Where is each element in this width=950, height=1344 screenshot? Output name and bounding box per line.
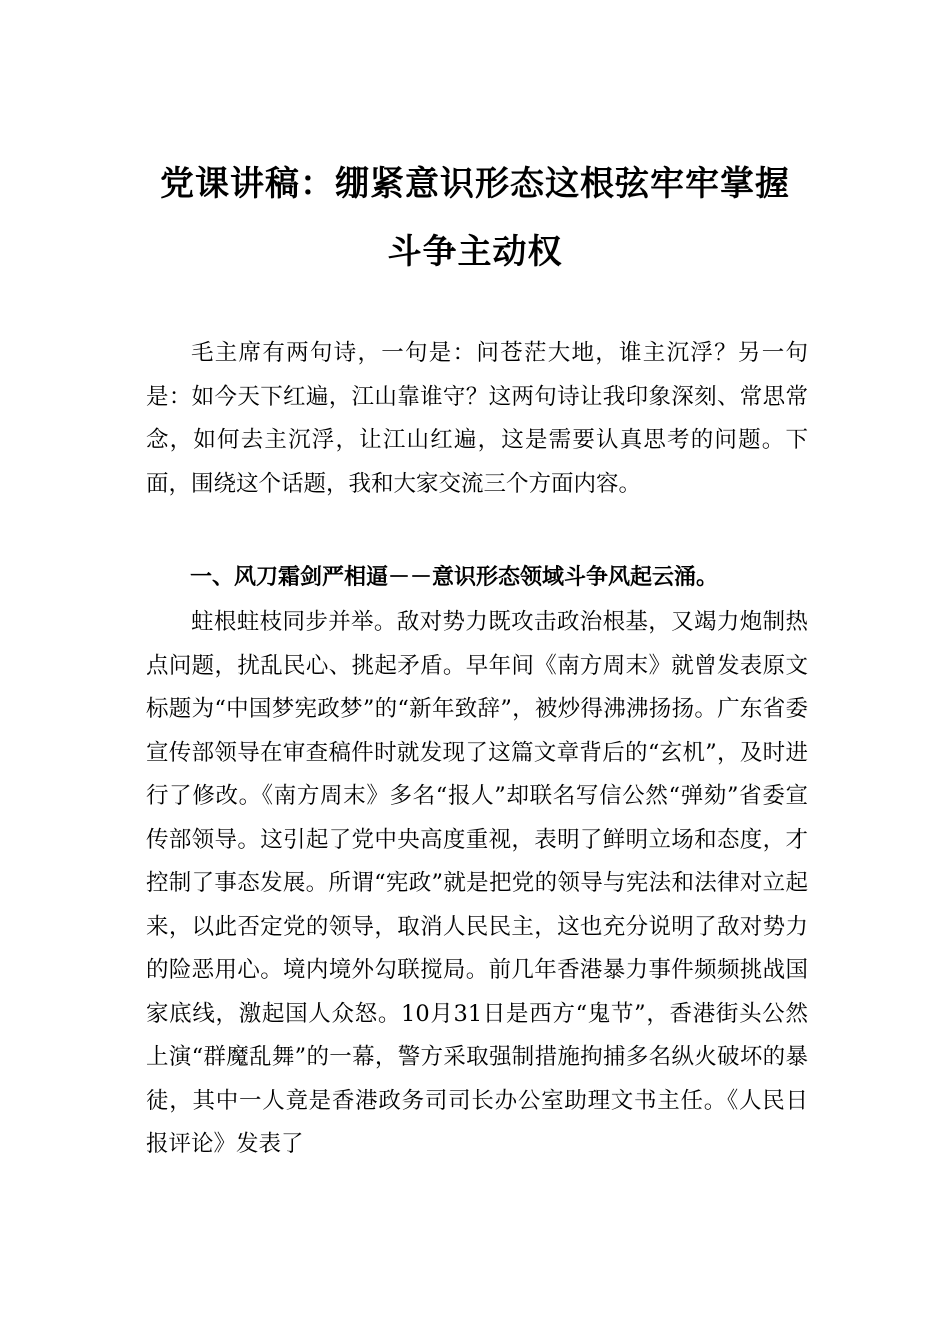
- document-title-line1: 党课讲稿：绷紧意识形态这根弦牢牢掌握: [160, 164, 790, 204]
- intro-paragraph: 毛主席有两句诗，一句是：问苍茫大地，谁主沉浮？另一句是：如今天下红遍，江山靠谁守？这两句诗让我印象深刻、常思常念，如何去主沉浮，让江山红遍，这是需要认真思考的问题。下面，围绕这个话题，我和大家交流三个方面内容。: [146, 340, 808, 497]
- section-1-paragraph: 蛀根蛀枝同步并举。敌对势力既攻击政治根基，又竭力炮制热点问题，扰乱民心、挑起矛盾。早年间《南方周末》就曾发表原文标题为“中国梦宪政梦”的“新年致辞”，被炒得沸沸扬扬。广东省委宣传部领导在审查稿件时就发现了这篇文章背后的“玄机”，及时进行了修改。《南方周末》多名“报人”却联名写信公然“弹劾”省委宣传部领导。这引起了党中央高度重视，表明了鲜明立场和态度，才控制了事态发展。所谓“宪政”就是把党的领导与宪法和法律对立起来，以此否定党的领导，取消人民民主，这也充分说明了敌对势力的险恶用心。境内境外勾联搅局。前几年香港暴力事件频频挑战国家底线，激起国人众怒。10月31日是西方“鬼节”，香港街头公然上演“群魔乱舞”的一幕，警方采取强制措施拘捕多名纵火破坏的暴徒，其中一人竟是香港政务司司长办公室助理文书主任。《人民日报评论》发表了: [146, 609, 808, 1157]
- document-title-line2: 斗争主动权: [387, 232, 563, 272]
- section-heading-1: 一、风刀霜剑严相逼－－意识形态领域斗争风起云涌。: [190, 565, 719, 590]
